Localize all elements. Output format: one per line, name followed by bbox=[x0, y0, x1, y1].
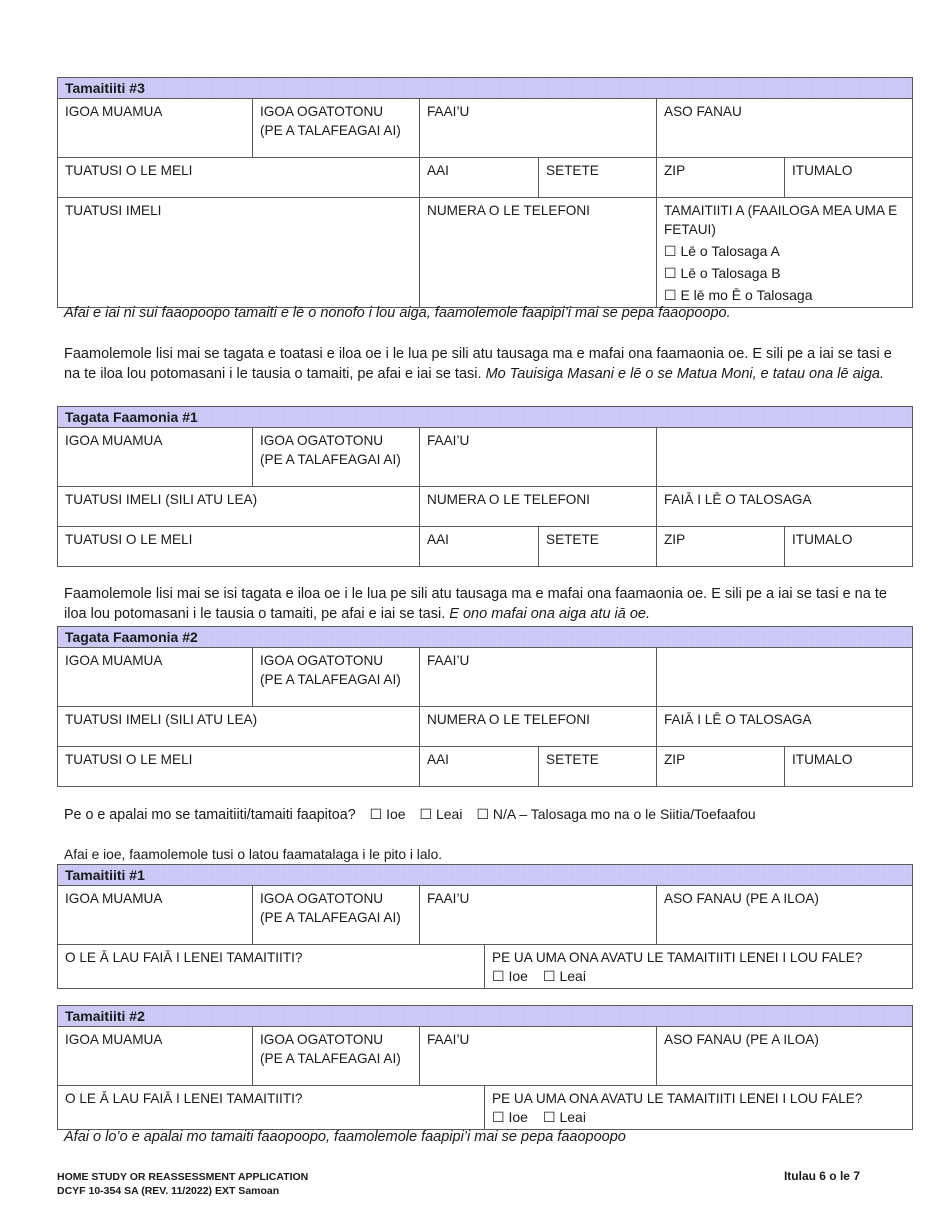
ac1-placed-field bbox=[485, 945, 913, 989]
ref2-first-name-field[interactable] bbox=[58, 648, 253, 707]
ac2-relationship-field[interactable] bbox=[58, 1086, 485, 1130]
ref1-zip-field[interactable] bbox=[657, 527, 785, 567]
ref2-county-field[interactable] bbox=[785, 747, 913, 787]
child3-gender-field[interactable] bbox=[420, 99, 657, 158]
ref1-phone-field[interactable] bbox=[420, 487, 657, 527]
field-label: FAIĀ I LĒ O TALOSAGA bbox=[664, 492, 812, 507]
ref1-mailing-address-field[interactable] bbox=[58, 527, 420, 567]
field-label: ZIP bbox=[664, 163, 686, 178]
field-label: ASO FANAU (PE A ILOA) bbox=[664, 1032, 819, 1047]
additional-adopt-note: Afai o lo’o e apalai mo tamaiti faaopoopo, faamolemole faapipi’i mai se pepa faaopoopo bbox=[64, 1129, 626, 1145]
field-note: (PE A TALAFEAGAI AI) bbox=[260, 672, 401, 687]
ac2-first-name-field[interactable] bbox=[58, 1027, 253, 1086]
field-label: ITUMALO bbox=[792, 163, 853, 178]
field-label: FAAI’U bbox=[427, 433, 470, 448]
ref2-zip-field[interactable] bbox=[657, 747, 785, 787]
field-label: FAAI’U bbox=[427, 1032, 470, 1047]
instructions-italic: Mo Tauisiga Masani e lē o se Matua Moni, e tatau ona lē aiga. bbox=[485, 366, 885, 382]
field-note: (PE A TALAFEAGAI AI) bbox=[260, 910, 401, 925]
field-label: TUATUSI IMELI (SILI ATU LEA) bbox=[65, 712, 258, 727]
field-label: IGOA OGATOTONU bbox=[260, 891, 384, 906]
field-note: (PE A TALAFEAGAI AI) bbox=[260, 123, 401, 138]
field-note: (PE A TALAFEAGAI AI) bbox=[260, 1051, 401, 1066]
ref1-blank-field[interactable] bbox=[657, 428, 913, 487]
field-label: IGOA MUAMUA bbox=[65, 1032, 163, 1047]
adopt-yes-checkbox[interactable]: ☐ Ioe bbox=[369, 806, 406, 822]
field-label: IGOA MUAMUA bbox=[65, 433, 163, 448]
field-label: ASO FANAU (PE A ILOA) bbox=[664, 891, 819, 906]
child3-phone-field[interactable] bbox=[420, 198, 657, 308]
field-label: NUMERA O LE TELEFONI bbox=[427, 712, 590, 727]
child3-last-name-field[interactable] bbox=[253, 99, 420, 158]
child3-zip-field[interactable] bbox=[657, 158, 785, 198]
field-label: AAI bbox=[427, 163, 449, 178]
field-label: O LE Ā LAU FAIĀ I LENEI TAMAITIITI? bbox=[65, 950, 303, 965]
field-label: NUMERA O LE TELEFONI bbox=[427, 203, 590, 218]
footer-page-number: Itulau 6 o le 7 bbox=[783, 1169, 860, 1183]
field-label: TUATUSI O LE MELI bbox=[65, 163, 193, 178]
field-label: AAI bbox=[427, 752, 449, 767]
ref2-mailing-address-field[interactable] bbox=[58, 747, 420, 787]
adopt-child1-header: Tamaitiiti #1 bbox=[58, 865, 913, 886]
field-label: TUATUSI IMELI bbox=[65, 203, 162, 218]
ac2-placed-yes-checkbox[interactable]: ☐ Ioe bbox=[492, 1109, 528, 1125]
field-label: ASO FANAU bbox=[664, 104, 742, 119]
field-label: IGOA MUAMUA bbox=[65, 891, 163, 906]
applicant-a-checkbox[interactable]: ☐ Lē o Talosaga A bbox=[664, 243, 780, 259]
reference1-header: Tagata Faamonia #1 bbox=[58, 407, 913, 428]
field-note: (PE A TALAFEAGAI AI) bbox=[260, 452, 401, 467]
ac1-relationship-field[interactable] bbox=[58, 945, 485, 989]
ref2-phone-field[interactable] bbox=[420, 707, 657, 747]
ref1-first-name-field[interactable] bbox=[58, 428, 253, 487]
field-label: IGOA MUAMUA bbox=[65, 653, 163, 668]
field-label: PE UA UMA ONA AVATU LE TAMAITIITI LENEI I LOU FALE? bbox=[492, 1091, 863, 1106]
ac1-dob-field[interactable] bbox=[657, 886, 913, 945]
ref1-last-name-field[interactable] bbox=[253, 428, 420, 487]
ref1-state-field[interactable] bbox=[539, 527, 657, 567]
field-label: IGOA MUAMUA bbox=[65, 104, 163, 119]
question-text: Pe o e apalai mo se tamaitiiti/tamaiti faapitoa? bbox=[64, 807, 356, 823]
ac1-gender-field[interactable] bbox=[420, 886, 657, 945]
field-label: FAAI’U bbox=[427, 891, 470, 906]
field-label: SETETE bbox=[546, 163, 599, 178]
field-label: IGOA OGATOTONU bbox=[260, 104, 384, 119]
footer-form-number: DCYF 10-354 SA (REV. 11/2022) EXT Samoan bbox=[57, 1185, 280, 1197]
ref2-gender-field[interactable] bbox=[420, 648, 657, 707]
ac2-gender-field[interactable] bbox=[420, 1027, 657, 1086]
field-label: TAMAITIITI A (FAAILOGA MEA UMA E FETAUI) bbox=[664, 203, 898, 237]
both-applicants-checkbox[interactable]: ☐ E lē mo Ē o Talosaga bbox=[664, 287, 813, 303]
child3-state-field[interactable] bbox=[539, 158, 657, 198]
field-label: FAAI’U bbox=[427, 653, 470, 668]
adopt-child2-table bbox=[57, 1005, 913, 1130]
field-label: SETETE bbox=[546, 532, 599, 547]
ref2-email-field[interactable] bbox=[58, 707, 420, 747]
instructions-text: Faamolemole lisi mai se tagata e toatasi e iloa oe i le lua pe sili atu tausaga ma e mafai ona faamaonia oe. E sili pe a iai se tasi e na te iloa lou potomasani i le tausia o tamaiti, pe afai e iai se tasi. bbox=[64, 346, 892, 382]
ref1-email-field[interactable] bbox=[58, 487, 420, 527]
footer-form-info bbox=[57, 1170, 308, 1198]
field-label: NUMERA O LE TELEFONI bbox=[427, 492, 590, 507]
field-label: IGOA OGATOTONU bbox=[260, 433, 384, 448]
reference1-instructions bbox=[64, 344, 904, 384]
instructions-text: Faamolemole lisi mai se isi tagata e iloa oe i le lua pe sili atu tausaga ma e mafai ona faamaonia oe. E sili pe a iai se tasi e na te iloa lou potomasani i le tausia o tamaiti, pe afai e iai se tasi. bbox=[64, 586, 887, 622]
reference2-table bbox=[57, 626, 913, 787]
ref2-blank-field[interactable] bbox=[657, 648, 913, 707]
footer-title: HOME STUDY OR REASSESSMENT APPLICATION bbox=[57, 1171, 309, 1183]
ref2-last-name-field[interactable] bbox=[253, 648, 420, 707]
ref1-gender-field[interactable] bbox=[420, 428, 657, 487]
applicant-b-checkbox[interactable]: ☐ Lē o Talosaga B bbox=[664, 265, 781, 281]
field-label: IGOA OGATOTONU bbox=[260, 1032, 384, 1047]
field-label: TUATUSI IMELI (SILI ATU LEA) bbox=[65, 492, 258, 507]
ref1-county-field[interactable] bbox=[785, 527, 913, 567]
field-label: FAAI’U bbox=[427, 104, 470, 119]
child3-header: Tamaitiiti #3 bbox=[58, 78, 913, 99]
ac1-first-name-field[interactable] bbox=[58, 886, 253, 945]
ac2-dob-field[interactable] bbox=[657, 1027, 913, 1086]
child3-table bbox=[57, 77, 913, 308]
field-label: ZIP bbox=[664, 532, 686, 547]
field-label: TUATUSI O LE MELI bbox=[65, 752, 193, 767]
field-label: PE UA UMA ONA AVATU LE TAMAITIITI LENEI I LOU FALE? bbox=[492, 950, 863, 965]
ac1-last-name-field[interactable] bbox=[253, 886, 420, 945]
ac2-placed-field bbox=[485, 1086, 913, 1130]
field-label: ZIP bbox=[664, 752, 686, 767]
field-label: SETETE bbox=[546, 752, 599, 767]
field-label: FAIĀ I LĒ O TALOSAGA bbox=[664, 712, 812, 727]
ref2-state-field[interactable] bbox=[539, 747, 657, 787]
ac2-last-name-field[interactable] bbox=[253, 1027, 420, 1086]
child3-child-of-field bbox=[657, 198, 913, 308]
adoption-question bbox=[64, 804, 756, 825]
adopt-child2-header: Tamaitiiti #2 bbox=[58, 1006, 913, 1027]
ac1-placed-no-checkbox[interactable]: ☐ Leai bbox=[543, 968, 586, 984]
ref2-relationship-field[interactable] bbox=[657, 707, 913, 747]
child3-mailing-address-field[interactable] bbox=[58, 158, 420, 198]
child3-email-field[interactable] bbox=[58, 198, 420, 308]
field-label: O LE Ā LAU FAIĀ I LENEI TAMAITIITI? bbox=[65, 1091, 303, 1106]
field-label: ITUMALO bbox=[792, 752, 853, 767]
child3-city-field[interactable] bbox=[420, 158, 539, 198]
child3-dob-field[interactable] bbox=[657, 99, 913, 158]
adopt-na-checkbox[interactable]: ☐ N/A – Talosaga mo na o le Siitia/Toefaafou bbox=[476, 806, 756, 822]
ref1-city-field[interactable] bbox=[420, 527, 539, 567]
ac1-placed-yes-checkbox[interactable]: ☐ Ioe bbox=[492, 968, 528, 984]
ref2-city-field[interactable] bbox=[420, 747, 539, 787]
adopt-child1-table bbox=[57, 864, 913, 989]
child3-county-field[interactable] bbox=[785, 158, 913, 198]
field-label: AAI bbox=[427, 532, 449, 547]
adoption-intro: Afai e ioe, faamolemole tusi o latou faamatalaga i le pito i lalo. bbox=[64, 847, 443, 862]
ref1-relationship-field[interactable] bbox=[657, 487, 913, 527]
ac2-placed-no-checkbox[interactable]: ☐ Leai bbox=[543, 1109, 586, 1125]
field-label: IGOA OGATOTONU bbox=[260, 653, 384, 668]
reference2-header: Tagata Faamonia #2 bbox=[58, 627, 913, 648]
child3-first-name-field[interactable] bbox=[58, 99, 253, 158]
instructions-italic: E ono mafai ona aiga atu iā oe. bbox=[449, 606, 651, 622]
adopt-no-checkbox[interactable]: ☐ Leai bbox=[419, 806, 463, 822]
reference2-instructions bbox=[64, 584, 904, 624]
field-label: TUATUSI O LE MELI bbox=[65, 532, 193, 547]
reference1-table bbox=[57, 406, 913, 567]
field-label: ITUMALO bbox=[792, 532, 853, 547]
additional-children-note: Afai e iai ni sui faaopoopo tamaiti e lē o nonofo i lou aiga, faamolemole faapipi’i mai se pepa faaopoopo. bbox=[64, 305, 731, 321]
